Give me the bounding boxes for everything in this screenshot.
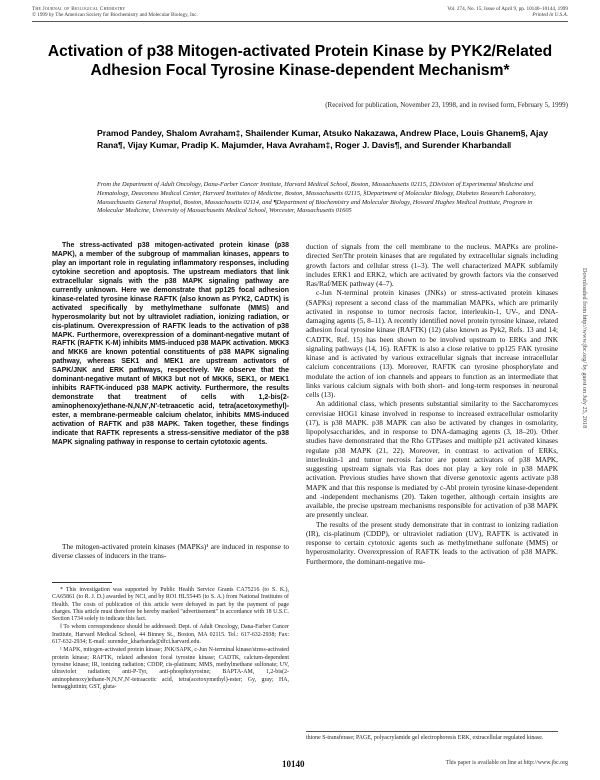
paper-title: Activation of p38 Mitogen-activated Protein Kinase by PYK2/Related Adhesion Focal Tyrosine Kinase-dependent Mechanism* [47, 43, 553, 79]
journal-name: The Journal of Biological Chemistry [32, 6, 126, 12]
author-list: Pramod Pandey, Shalom Avraham‡, Shailender Kumar, Atsuko Nakazawa, Andrew Place, Louis Ghanem§, Ajay Rana¶, Vijay Kumar, Pradip K. Majumder, Hava Avraham‡, Roger J. Davis¶, and Surender Kharbanda‖ [97, 128, 549, 150]
right-footnote: thione S-transferase; PAGE, polyacrylamide gel electrophoresis ERK, extracellular regulated kinase. [306, 735, 544, 741]
footnote-rule [52, 582, 112, 583]
footnote-abbreviations: ¹ MAPK, mitogen-activated protein kinase; JNK/SAPK, c-Jun N-terminal kinase/stress-activated protein kinase; RAFTK, related adhesion focal tyrosine kinase; CADTK, calcium-dependent tyrosine kinase; IR, ionizing radiation; CDDP, cis-platinum; MMS, methylmethane sulfonate; UV, ultraviolet radiation; anti-P-Tyr, anti-phosphotyrosine; BAPTA-AM, 1,2-bis(2-aminophenoxy)ethane-N,N,N′,N′-tetraacetic acid, tetra(acetoxymethyl)-ester; Gy, gray; HA, hemagglutinin; GST, gluta- [52, 647, 289, 690]
header-rule [32, 21, 568, 22]
body-paragraph: An additional class, which presents substantial similarity to the Saccharomyces cerevisiae HOG1 kinase involved in response to increased extracellular osmolarity (17), is p38 MAPK. p38 MAPK can also be activated by changes in osmolarity, lipopolysaccharides, and in response to DNA-damaging agents (3, 18–20). Other studies have demonstrated that the Rho GTPases and multiple p21 activated kinases regulate p38 MAPK (21, 22). Moreover, in contrast to activation of ERKs, interleukin-1 and tumor necrosis factor are potent activators of p38 MAPK, suggesting upstream signals via Ras does not play a key role in p38 MAPK activation. Previous studies have shown that diverse genotoxic agents activate p38 MAPK and that this response is mediated by c-Abl protein tyrosine kinase-dependent and -independent mechanisms (20). Taken together, although certain insights are available, the precise upstream mechanisms responsible for activation of p38 MAPK are presently unclear. [306, 399, 558, 520]
affiliations: From the Department of Adult Oncology, Dana-Farber Cancer Institute, Harvard Medical School, Boston, Massachusetts 02115, ‡Division of Experimental Medicine and Hematology, Deaconess Medical Center, Harvard Institutes of Medicine, Boston, Massachusetts 02115, §Department of Molecular Biology, Diabetes Research Laboratory, Massachusetts General Hospital, Boston, Massachusetts 02114, and ¶Department of Biochemistry and Molecular Biology, Howard Hughes Medical Institute, Program in Molecular Medicine, University of Massachusetts Medical School, Worcester, Massachusetts 01605 [97, 181, 536, 215]
abstract: The stress-activated p38 mitogen-activated protein kinase (p38 MAPK), a member of the subgroup of mammalian kinases, appears to play an important role in regulating inflammatory responses, including cytokine secretion and apoptosis. The upstream mediators that link extracellular signals with the p38 MAPK signaling pathway are currently unknown. Here we demonstrate that pp125 focal adhesion kinase-related tyrosine kinase RAFTK (also known as PYK2, CADTK) is activated specifically by methylmethane sulfonate (MMS) and hyperosmolarity but not by ultraviolet radiation, ionizing radiation, or cis-platinum. Overexpression of RAFTK leads to the activation of p38 MAPK. Furthermore, overexpression of a dominant-negative mutant of RAFTK (RAFTK K-M) inhibits MMS-induced p38 MAPK activation. MKK3 and MKK6 are known potential constituents of p38 MAPK signaling pathway, whereas SEK1 and MEK1 are upstream activators of SAPK/JNK and ERK pathways, respectively. We observe that the dominant-negative mutant of MKK3 but not of MKK6, SEK1, or MEK1 inhibits RAFTK-induced p38 MAPK activity. Furthermore, the results demonstrate that treatment of cells with 1,2-bis(2-aminophenoxy)ethane-N,N,N′,N′-tetraacetic acid, tetra(acetoxymethyl)-ester, a membrane-permeable calcium chelator, inhibits MMS-induced activation of RAFTK and p38 MAPK. Taken together, these findings indicate that RAFTK represents a stress-sensitive mediator of the p38 MAPK signaling pathway in response to certain cytotoxic agents. [52, 242, 289, 446]
volume-issue: Vol. 274, No. 15, Issue of April 9, pp. 10140–10144, 1999 [447, 6, 568, 12]
right-footnote-rule [306, 731, 558, 732]
body-paragraph: c-Jun N-terminal protein kinases (JNKs) or stress-activated protein kinases (SAPKs) represent a second class of the mammalian MAPKs, which are primarily activated in response to tumor necrosis factor, interleukin-1, UV-, and DNA-damaging agents (5, 8–11). A recently identified novel protein tyrosine kinase, related adhesion focal tyrosine kinase (RAFTK) (12) (also known as Pyk2, Refs. 13 and 14; CADTK, Ref. 15) has been shown to be involved upstream to ERKs and JNK signaling pathways (14, 16). RAFTK is also a close relative to pp125 FAK tyrosine kinase and is activated by various extracellular signals that increase intracellular calcium concentrations (13). Moreover, RAFTK can tyrosine phosphorylate and modulate the action of ion channels and appears to function as an intermediate that links various calcium signals with both short- and long-term responses in neuronal cells (13). [306, 288, 558, 399]
printed-in: Printed in U.S.A. [532, 12, 568, 19]
download-notice: Downloaded from http://www.jbc.org/ by guest on July 25, 2018 [581, 268, 588, 429]
copyright-line: © 1999 by The American Society for Biochemistry and Molecular Biology, Inc. [32, 12, 198, 19]
received-dates: (Received for publication, November 23, 1998, and in revised form, February 5, 1999) [325, 101, 568, 109]
intro-paragraph: The mitogen-activated protein kinases (MAPKs)¹ are induced in response to diverse classes of inducers in the trans- [52, 542, 289, 561]
footnote-funding: * This investigation was supported by Public Health Service Grants CA75216 (to S. K.), CA65861 (to R. J. D.) awarded by NCI, and by RO1 HL55445 (to S. A.) from National Institutes of Health. The costs of publication of this article were defrayed in part by the payment of page charges. This article must therefore be hereby marked "advertisement" in accordance with 18 U.S.C. Section 1734 solely to indicate this fact. [52, 587, 289, 623]
page-number: 10140 [282, 759, 305, 769]
footnotes [52, 587, 289, 692]
footnote-correspondence: ‖ To whom correspondence should be addressed: Dept. of Adult Oncology, Dana-Farber Cancer Institute, Harvard Medical School, 44 Binney St., Boston, MA 02115. Tel.: 617-632-2938; Fax: 617-632-2934; E-mail: surender_kharbanda@dfci.harvard.edu. [52, 624, 289, 646]
body-paragraph: The results of the present study demonstrate that in contrast to ionizing radiation (IR), cis-platinum (CDDP), or ultraviolet radiation (UV), RAFTK is activated in response to certain cytotoxic agents such as methylmethane sulfonate (MMS) or hyperosmolarity. Overexpression of RAFTK leads to the activation of p38 MAPK. Furthermore, the dominant-negative mu- [306, 519, 558, 566]
online-notice: This paper is available on line at http://www.jbc.org [445, 760, 568, 766]
right-column [306, 242, 558, 566]
body-paragraph: duction of signals from the cell membrane to the nucleus. MAPKs are proline-directed Ser/Thr protein kinases that are regulated by extracellular signals including growth factors and cellular stress (1–3). The well characterized MAPK subfamily includes ERK1 and ERK2, which are activated by growth factors via the conserved Ras/Raf/MEK pathway (4–7). [306, 242, 558, 288]
download-sidebar [580, 268, 590, 528]
